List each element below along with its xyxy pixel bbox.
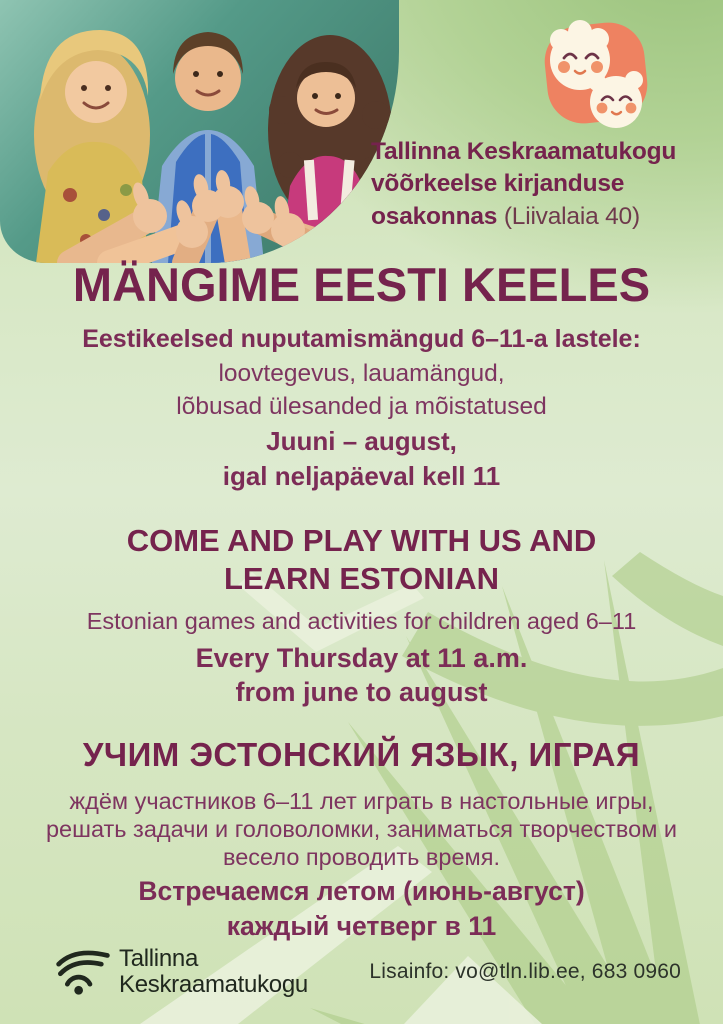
- estonian-detail-line: loovtegevus, lauamängud,: [218, 360, 505, 388]
- russian-schedule-line: каждый четверг в 11: [226, 910, 497, 941]
- estonian-schedule-line: Juuni – august,: [266, 426, 457, 457]
- russian-schedule-line: Встречаемся летом (июнь-август): [138, 875, 585, 906]
- logo-line-2: Keskraamatukogu: [119, 971, 308, 998]
- russian-title: УЧИМ ЭСТОНСКИЙ ЯЗЫК, ИГРАЯ: [82, 735, 641, 773]
- org-location-block: [371, 136, 711, 233]
- english-lead: Estonian games and activities for children aged 6–11: [86, 607, 637, 634]
- org-line-1: Tallinna Keskraamatukogu: [371, 138, 677, 165]
- org-address: (Liivalaia 40): [503, 202, 640, 230]
- estonian-lead: Eestikeelsed nuputamismängud 6–11-a lastele:: [82, 325, 641, 354]
- english-title-line: LEARN ESTONIAN: [223, 561, 499, 597]
- org-line-3: [371, 201, 711, 233]
- contact-info: Lisainfo: vo@tln.lib.ee, 683 0960: [369, 960, 681, 983]
- poster-content: [0, 260, 723, 946]
- library-arcs-logo-icon: [56, 944, 110, 1000]
- footer: [56, 944, 695, 1000]
- english-schedule-line: Every Thursday at 11 a.m.: [195, 642, 528, 673]
- estonian-title: MÄNGIME EESTI KEELES: [72, 258, 651, 311]
- russian-detail-line: решать задачи и головоломки, заниматься творчеством и: [45, 816, 678, 843]
- english-title: [0, 522, 723, 598]
- logo-line-1: Tallinna: [119, 944, 198, 972]
- logo-wordmark: [119, 946, 308, 999]
- section-english: [0, 522, 723, 708]
- russian-detail-line: весело проводить время.: [223, 844, 500, 871]
- org-line-2: võõrkeelse kirjanduse: [371, 170, 625, 198]
- section-russian: [0, 736, 723, 942]
- english-title-line: COME AND PLAY WITH US AND: [126, 523, 597, 559]
- two-children-faces-icon: [530, 16, 656, 134]
- org-department: osakonnas: [371, 202, 498, 230]
- english-schedule-line: from june to august: [235, 676, 488, 707]
- estonian-schedule-line: igal neljapäeval kell 11: [222, 461, 501, 492]
- russian-detail-line: ждём участников 6–11 лет играть в настольные игры,: [69, 787, 654, 814]
- section-estonian: [0, 260, 723, 492]
- estonian-detail-line: lõbusad ülesanded ja mõistatused: [176, 393, 547, 421]
